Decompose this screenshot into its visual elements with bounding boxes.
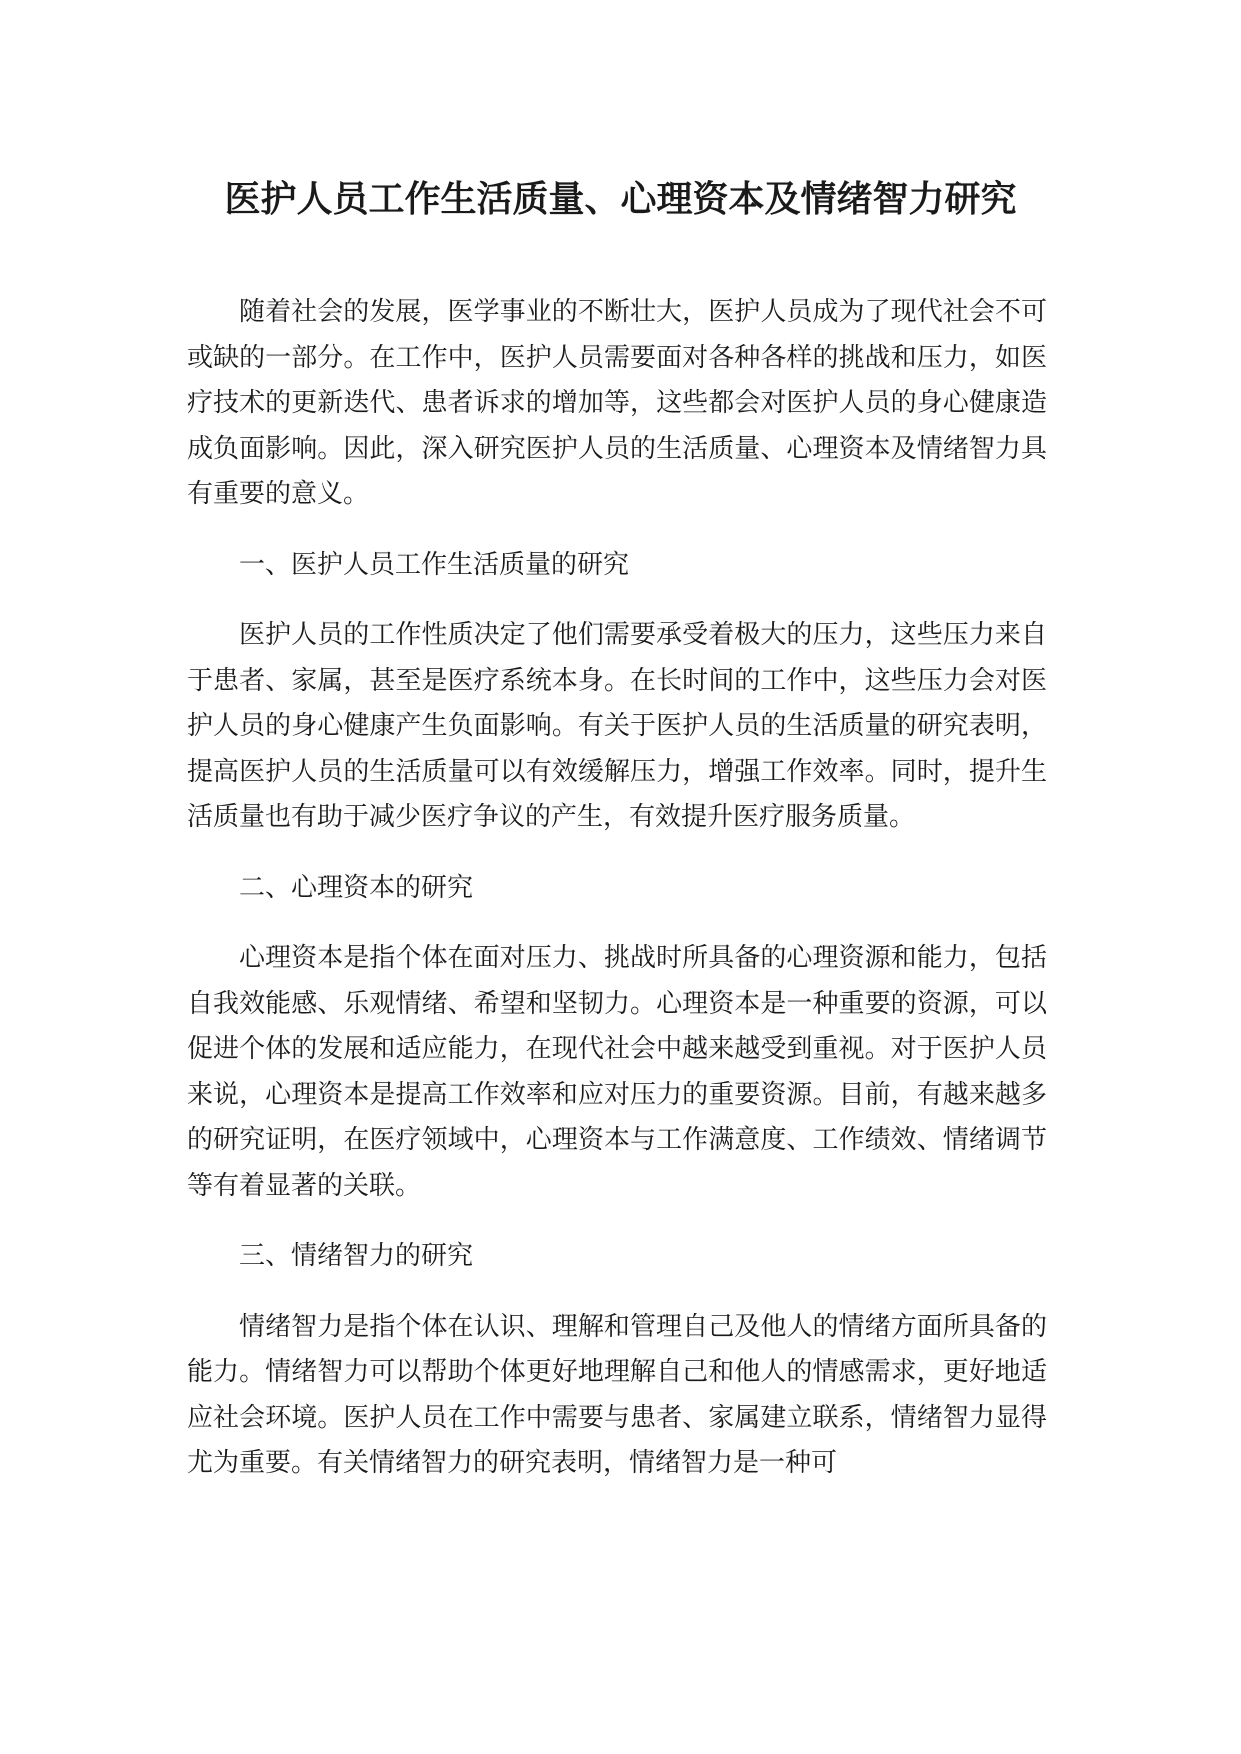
section-paragraph-1: 医护人员的工作性质决定了他们需要承受着极大的压力，这些压力来自于患者、家属，甚至是医疗系统本身。在长时间的工作中，这些压力会对医护人员的身心健康产生负面影响。有关于医护人员的生活质量的研究表明，提高医护人员的生活质量可以有效缓解压力，增强工作效率。同时，提升生活质量也有助于减少医疗争议的产生，有效提升医疗服务质量。 — [187, 620, 1047, 832]
section-paragraph-3: 情绪智力是指个体在认识、理解和管理自己及他人的情绪方面所具备的能力。情绪智力可以帮助个体更好地理解自己和他人的情感需求，更好地适应社会环境。医护人员在工作中需要与患者、家属建立联系，情绪智力显得尤为重要。有关情绪智力的研究表明，情绪智力是一种可 — [187, 1311, 1047, 1478]
intro-paragraph: 随着社会的发展，医学事业的不断壮大，医护人员成为了现代社会不可或缺的一部分。在工作中，医护人员需要面对各种各样的挑战和压力，如医疗技术的更新迭代、患者诉求的增加等，这些都会对医护人员的身心健康造成负面影响。因此，深入研究医护人员的生活质量、心理资本及情绪智力具有重要的意义。 — [187, 297, 1047, 509]
document-body — [187, 290, 1047, 1512]
section-heading-1: 一、医护人员工作生活质量的研究 — [239, 549, 630, 580]
document-title: 医护人员工作生活质量、心理资本及情绪智力研究 — [224, 179, 1017, 220]
section-heading-3: 三、情绪智力的研究 — [239, 1241, 474, 1271]
section-paragraph-2: 心理资本是指个体在面对压力、挑战时所具备的心理资源和能力，包括自我效能感、乐观情绪、希望和坚韧力。心理资本是一种重要的资源，可以促进个体的发展和适应能力，在现代社会中越来越受到重视。对于医护人员来说，心理资本是提高工作效率和应对压力的重要资源。目前，有越来越多的研究证明，在医疗领域中，心理资本与工作满意度、工作绩效、情绪调节等有着显著的关联。 — [187, 943, 1047, 1201]
section-heading-2: 二、心理资本的研究 — [239, 872, 474, 903]
